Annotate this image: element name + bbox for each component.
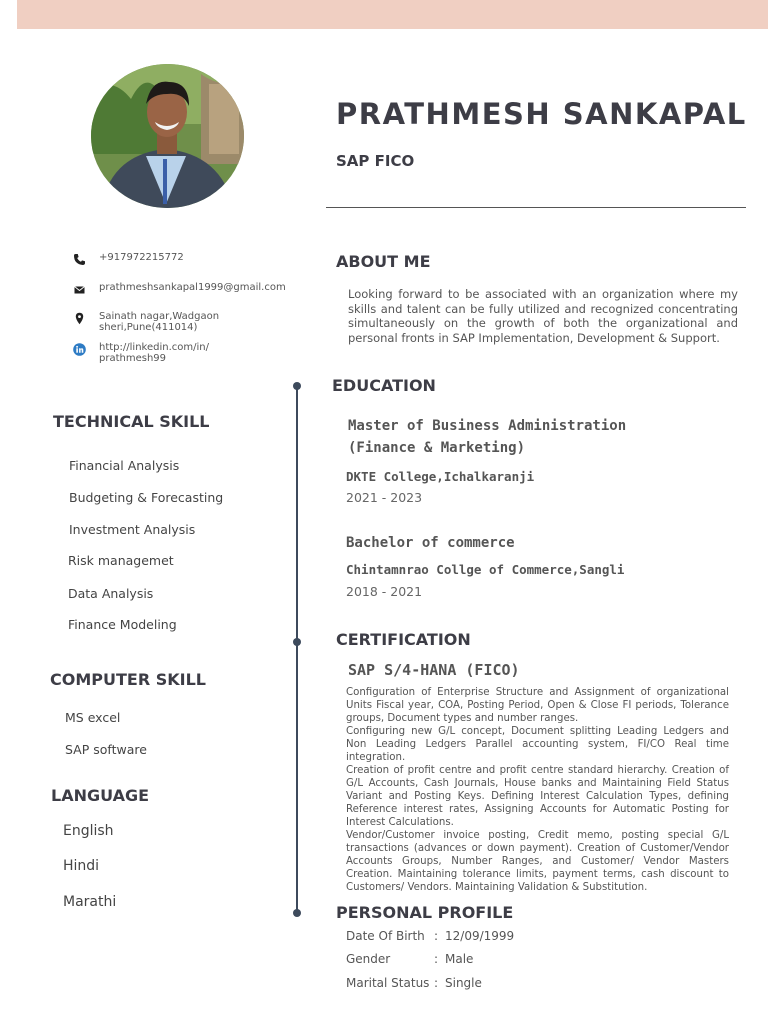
- top-accent-bar: [17, 0, 768, 29]
- computer-skill-item: MS excel: [65, 710, 121, 725]
- personal-profile-row: [346, 952, 473, 966]
- about-heading: ABOUT ME: [336, 252, 431, 271]
- email-text[interactable]: prathmeshsankapal1999@gmail.com: [99, 282, 286, 293]
- mail-icon: [73, 283, 86, 296]
- profile-separator: :: [434, 929, 439, 943]
- profile-value: 12/09/1999: [445, 929, 515, 943]
- language-item: Marathi: [63, 894, 117, 910]
- certification-title: SAP S/4-HANA (FICO): [348, 661, 520, 679]
- education-years: 2021 - 2023: [346, 490, 423, 505]
- technical-skill-heading: TECHNICAL SKILL: [53, 412, 210, 431]
- technical-skill-item: Financial Analysis: [69, 458, 180, 473]
- timeline-dot: [293, 638, 301, 646]
- language-item: Hindi: [63, 858, 100, 874]
- contact-email: [73, 282, 289, 296]
- certification-details: [346, 686, 729, 894]
- technical-skill-item: Investment Analysis: [69, 522, 196, 537]
- certification-paragraph: Configuration of Enterprise Structure and Assignment of organizational Units Fiscal year, COA, Posting Period, Open & Close FI periods, Tolerance groups, Document types and number ranges.: [346, 687, 729, 724]
- phone-text: +917972215772: [99, 252, 184, 263]
- profile-label: Marital Status: [346, 976, 430, 990]
- education-institute: Chintamnrao Collge of Commerce,Sangli: [346, 562, 625, 577]
- timeline-line: [296, 386, 298, 913]
- technical-skill-item: Budgeting & Forecasting: [69, 490, 224, 505]
- profile-value: Single: [445, 976, 482, 990]
- language-item: English: [63, 823, 114, 839]
- technical-skill-item: Finance Modeling: [68, 617, 177, 632]
- language-heading: LANGUAGE: [51, 786, 150, 805]
- timeline-dot: [293, 382, 301, 390]
- personal-profile-heading: PERSONAL PROFILE: [336, 903, 514, 922]
- education-degree-specialization: (Finance & Marketing): [348, 440, 526, 456]
- computer-skill-item: SAP software: [65, 742, 147, 757]
- education-heading: EDUCATION: [332, 376, 436, 395]
- profile-separator: :: [434, 976, 439, 990]
- personal-profile-row: [346, 929, 514, 943]
- contact-linkedin: [73, 342, 239, 364]
- education-degree: Master of Business Administration: [348, 418, 627, 434]
- contact-phone: [73, 252, 289, 266]
- address-text: Sainath nagar,Wadgaon sheri,Pune(411014): [99, 311, 220, 333]
- timeline-dot: [293, 909, 301, 917]
- computer-skill-heading: COMPUTER SKILL: [50, 670, 206, 689]
- linkedin-text[interactable]: http://linkedin.com/in/ prathmesh99: [99, 342, 209, 364]
- technical-skill-item: Data Analysis: [68, 586, 154, 601]
- about-text: Looking forward to be associated with an organization where my skills and talent can be fully utilized and recognized concentrating simultaneously on the growth of both the organizational and personal fronts in SAP Implementation, Development & Support.: [348, 287, 738, 345]
- contact-address: [73, 311, 239, 333]
- phone-icon: [73, 253, 86, 266]
- profile-separator: :: [434, 952, 439, 966]
- linkedin-icon: [73, 343, 86, 356]
- profile-value: Male: [445, 952, 474, 966]
- certification-paragraph: Creation of profit centre and profit centre standard hierarchy. Creation of G/L Accounts, Cash Journals, House banks and Maintaining Field Status Variant and Posting Keys. Defining Interest Calculation Types, defining Reference interest rates, Assigning Accounts for Automatic Posting for Interest Calculations.: [346, 765, 729, 828]
- education-institute: DKTE College,Ichalkaranji: [346, 469, 535, 484]
- header-divider: [326, 207, 746, 208]
- education-degree: Bachelor of commerce: [346, 535, 515, 551]
- certification-heading: CERTIFICATION: [336, 630, 471, 649]
- location-icon: [73, 312, 86, 325]
- profile-label: Gender: [346, 952, 391, 966]
- technical-skill-item: Risk managemet: [68, 553, 174, 568]
- personal-profile-row: [346, 976, 482, 990]
- profile-photo: [91, 64, 244, 208]
- certification-paragraph: Vendor/Customer invoice posting, Credit memo, posting special G/L transactions (advances or down payment). Creation of Customer/Vendor Accounts Groups, Number Ranges, and Customer/ Vendor Masters Creation. Maintaining tolerance limits, payment terms, cash discount to Customers/ Vendors. Maintaining Validation & Substitution.: [346, 830, 729, 893]
- profile-label: Date Of Birth: [346, 929, 425, 943]
- job-role: SAP FICO: [336, 152, 415, 170]
- education-years: 2018 - 2021: [346, 584, 423, 599]
- certification-paragraph: Configuring new G/L concept, Document splitting Leading Ledgers and Non Leading Ledgers Parallel accounting system, FI/CO Real time integration.: [346, 726, 729, 763]
- candidate-name: PRATHMESH SANKAPAL: [336, 97, 747, 131]
